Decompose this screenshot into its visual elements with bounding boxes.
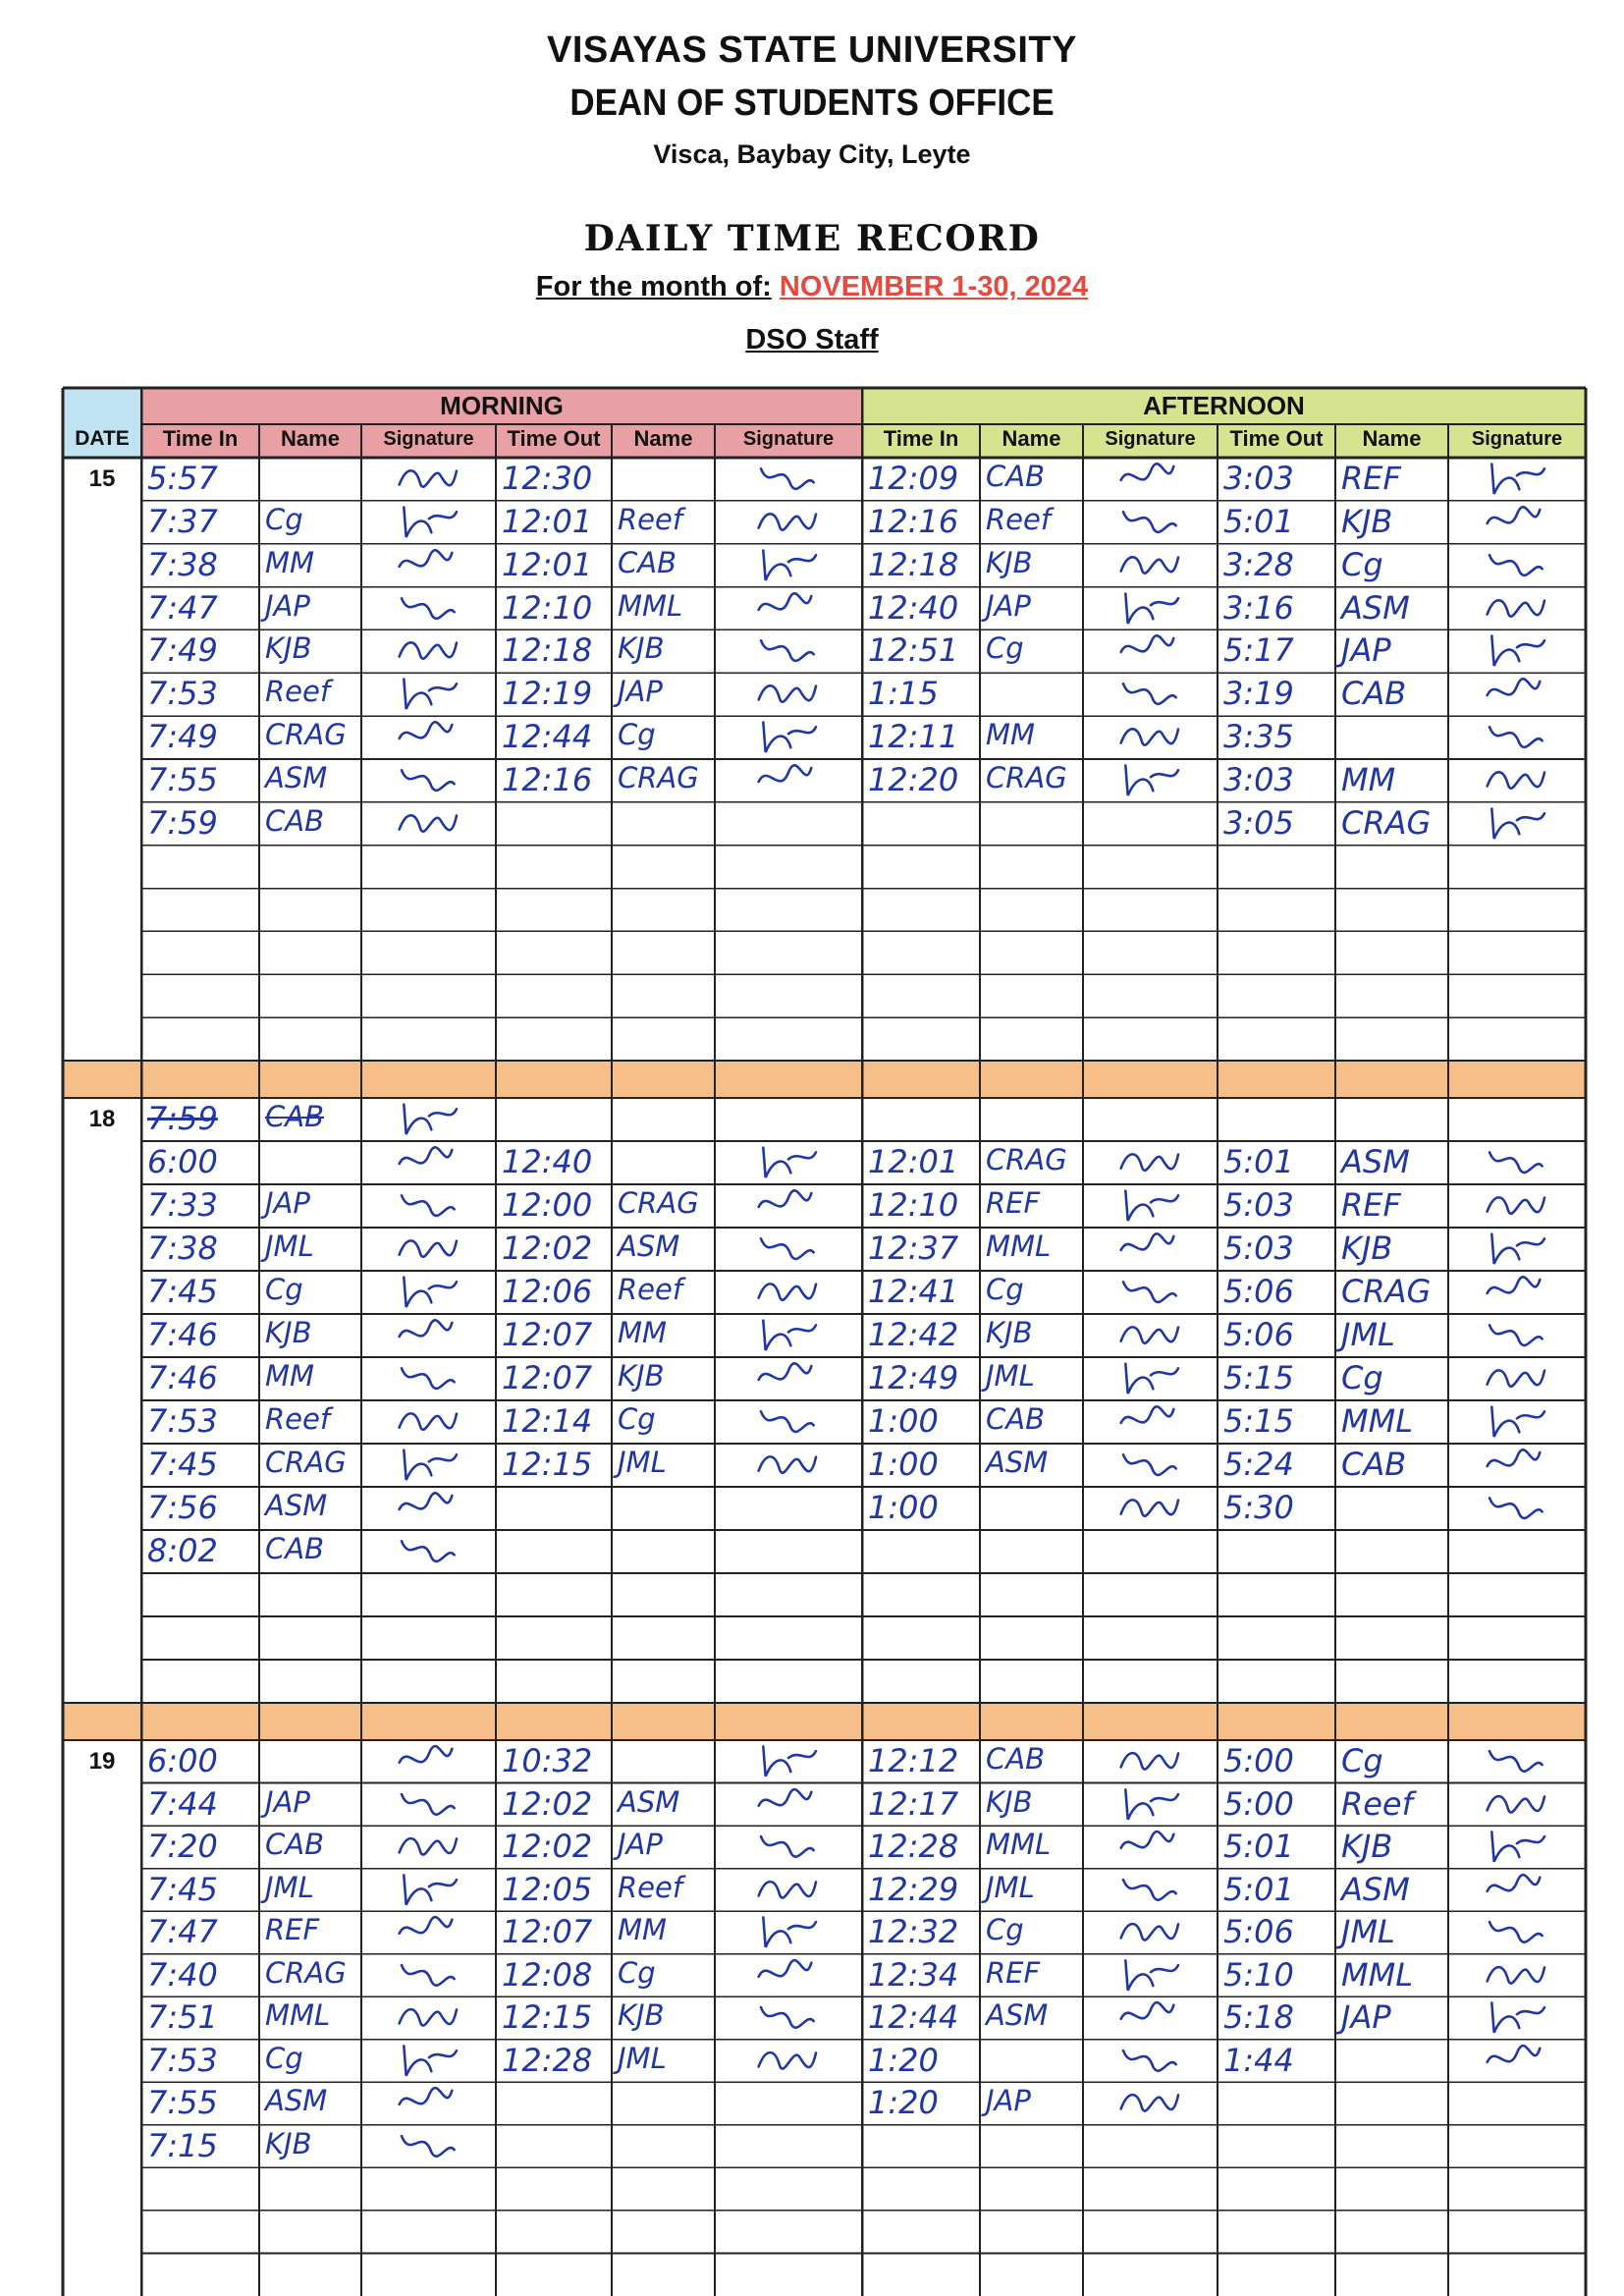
name-initials: KJB (265, 2126, 312, 2160)
time-entry: 7:40 (147, 1955, 218, 1994)
name-initials: JAP (986, 588, 1031, 623)
name-initials: JML (618, 1446, 667, 1479)
time-entry: 12:49 (868, 1359, 959, 1396)
name-initials: Cg (618, 1402, 656, 1436)
name-initials: MML (1341, 1402, 1414, 1440)
month-value: NOVEMBER 1-30, 2024 (779, 271, 1089, 302)
time-entry: 7:44 (147, 1784, 218, 1823)
time-entry: 5:00 (1223, 1784, 1294, 1823)
name-initials: KJB (618, 631, 665, 666)
time-entry: 12:44 (502, 718, 593, 756)
name-initials: ASM (265, 761, 328, 794)
name-initials: MM (1341, 761, 1396, 798)
name-initials: Reef (265, 1402, 331, 1436)
time-entry: 7:53 (147, 675, 218, 713)
name-initials: KJB (986, 1316, 1033, 1349)
time-entry: 7:59 (147, 1100, 218, 1137)
name-initials: KJB (1341, 1828, 1393, 1866)
name-initials: KJB (618, 1998, 665, 2033)
time-entry: 12:02 (502, 1828, 593, 1866)
name-initials: KJB (986, 545, 1033, 579)
name-initials: REF (986, 1186, 1041, 1220)
name-initials: JAP (265, 1784, 310, 1819)
column-header: Time In (162, 426, 239, 451)
time-entry: 12:05 (502, 1870, 593, 1908)
time-entry: 5:06 (1223, 1316, 1294, 1353)
time-entry: 7:55 (147, 761, 218, 798)
time-entry: 5:01 (1223, 1870, 1294, 1908)
name-initials: MM (265, 545, 315, 579)
time-entry: 12:12 (868, 1742, 959, 1779)
time-entry: 7:45 (147, 1870, 218, 1908)
time-entry: 3:19 (1223, 675, 1294, 713)
name-initials: KJB (1341, 1230, 1393, 1267)
section-date: 18 (88, 1106, 116, 1132)
time-entry: 7:47 (147, 1913, 218, 1951)
name-initials: MML (265, 1998, 331, 2033)
time-entry: 12:29 (868, 1870, 959, 1908)
office-name: DEAN OF STUDENTS OFFICE (569, 82, 1055, 124)
name-initials: Reef (618, 502, 683, 536)
name-initials: Cg (618, 718, 656, 752)
time-entry: 5:57 (147, 460, 218, 497)
time-entry: 7:49 (147, 631, 218, 670)
university-name: VISAYAS STATE UNIVERSITY (547, 29, 1077, 71)
time-entry: 5:06 (1223, 1273, 1294, 1310)
signature-mark (1483, 2036, 1551, 2089)
name-initials: Cg (986, 1273, 1024, 1306)
staff-label: DSO Staff (745, 324, 879, 355)
signature-mark (754, 1440, 823, 1493)
name-initials: CAB (265, 803, 324, 838)
signature-mark (1483, 1483, 1551, 1536)
name-initials: Reef (618, 1273, 683, 1306)
name-initials: KJB (265, 1316, 312, 1349)
time-entry: 7:53 (147, 2041, 218, 2079)
name-initials: ASM (265, 2084, 328, 2118)
time-entry: 12:30 (502, 460, 593, 497)
time-entry: 7:45 (147, 1273, 218, 1310)
time-entry: 7:49 (147, 718, 218, 756)
section-separator (63, 1061, 1586, 1098)
name-initials: JAP (986, 2084, 1031, 2118)
name-initials: CAB (265, 1532, 324, 1565)
time-entry: 3:03 (1223, 761, 1294, 798)
time-entry: 12:28 (868, 1828, 959, 1866)
name-initials: CAB (1341, 1446, 1407, 1483)
time-entry: 12:41 (868, 1273, 959, 1310)
signature-mark (1116, 755, 1185, 808)
name-initials: REF (1341, 1186, 1401, 1224)
time-entry: 12:40 (502, 1143, 593, 1180)
section-date: 15 (88, 465, 116, 492)
time-entry: 5:01 (1223, 1143, 1294, 1180)
time-entry: 3:16 (1223, 588, 1294, 627)
time-entry: 7:37 (147, 502, 218, 540)
name-initials: CAB (265, 1100, 324, 1133)
time-entry: 5:30 (1223, 1489, 1294, 1526)
name-initials: ASM (1341, 588, 1410, 627)
time-entry: 5:03 (1223, 1186, 1294, 1224)
column-header: Name (633, 426, 693, 451)
time-entry: 12:02 (502, 1784, 593, 1823)
time-entry: 12:40 (868, 588, 959, 627)
date-column-header: DATE (75, 427, 130, 450)
time-entry: 5:10 (1223, 1955, 1294, 1994)
column-header: Name (281, 426, 340, 451)
name-initials: MM (618, 1913, 668, 1947)
time-entry: 3:35 (1223, 718, 1294, 756)
time-entry: 12:01 (868, 1143, 959, 1180)
name-initials: ASM (986, 1998, 1049, 2033)
column-header: Name (1001, 426, 1061, 451)
time-entry: 1:15 (868, 675, 939, 713)
time-entry: 1:00 (868, 1489, 939, 1526)
column-header: Signature (1471, 428, 1563, 450)
time-entry: 12:16 (502, 761, 593, 798)
column-header: Signature (742, 428, 835, 450)
time-entry: 12:06 (502, 1273, 593, 1310)
name-initials: Cg (265, 2041, 303, 2075)
time-entry: 6:00 (147, 1742, 218, 1779)
time-entry: 5:17 (1223, 631, 1294, 670)
time-entry: 5:15 (1223, 1359, 1294, 1396)
column-header: Signature (1105, 428, 1196, 450)
name-initials: Reef (618, 1870, 683, 1904)
name-initials: JAP (265, 588, 310, 623)
time-entry: 12:32 (868, 1913, 959, 1951)
time-entry: 5:00 (1223, 1742, 1294, 1779)
time-entry: 12:11 (868, 718, 959, 756)
time-entry: 12:14 (502, 1402, 593, 1440)
name-initials: JML (265, 1230, 314, 1263)
name-initials: JML (1341, 1913, 1395, 1951)
time-entry: 12:15 (502, 1446, 593, 1483)
name-initials: ASM (618, 1230, 680, 1263)
name-initials: CRAG (618, 1186, 699, 1220)
time-entry: 12:18 (868, 545, 959, 583)
name-initials: CRAG (265, 1446, 347, 1479)
name-initials: Cg (986, 631, 1024, 666)
name-initials: JAP (618, 1828, 663, 1862)
time-entry: 1:00 (868, 1446, 939, 1483)
name-initials: MML (986, 1230, 1052, 1263)
time-entry: 7:59 (147, 803, 218, 842)
name-initials: ASM (265, 1489, 328, 1522)
time-entry: 7:53 (147, 1402, 218, 1440)
name-initials: MML (618, 588, 683, 623)
morning-header: MORNING (440, 391, 564, 420)
name-initials: CAB (1341, 675, 1407, 713)
name-initials: Cg (265, 502, 303, 536)
time-entry: 7:47 (147, 588, 218, 627)
time-entry: 12:19 (502, 675, 593, 713)
time-entry: 12:10 (868, 1186, 959, 1224)
name-initials: CRAG (618, 761, 699, 794)
name-initials: MM (986, 718, 1036, 752)
time-entry: 12:18 (502, 631, 593, 670)
name-initials: CRAG (1341, 1273, 1432, 1310)
time-entry: 7:56 (147, 1489, 218, 1526)
time-entry: 12:15 (502, 1998, 593, 2037)
name-initials: MML (986, 1828, 1052, 1862)
time-entry: 12:17 (868, 1784, 959, 1823)
time-entry: 5:15 (1223, 1402, 1294, 1440)
time-entry: 12:44 (868, 1998, 959, 2037)
name-initials: JML (986, 1359, 1035, 1393)
name-initials: JML (618, 2041, 667, 2075)
time-entry: 12:51 (868, 631, 959, 670)
time-entry: 12:09 (868, 460, 959, 497)
time-entry: 12:02 (502, 1230, 593, 1267)
signature-mark (395, 2121, 463, 2174)
time-entry: 1:20 (868, 2084, 939, 2122)
name-initials: JML (986, 1870, 1035, 1904)
time-entry: 12:10 (502, 588, 593, 627)
time-entry: 6:00 (147, 1143, 218, 1180)
time-entry: 12:20 (868, 761, 959, 798)
name-initials: JAP (1341, 1998, 1391, 2037)
name-initials: KJB (618, 1359, 665, 1393)
name-initials: ASM (1341, 1143, 1410, 1180)
name-initials: KJB (986, 1784, 1033, 1819)
office-address: Visca, Baybay City, Leyte (653, 139, 971, 169)
name-initials: JAP (1341, 631, 1391, 670)
name-initials: JML (265, 1870, 314, 1904)
signature-mark (754, 755, 823, 808)
name-initials: Cg (1341, 1359, 1383, 1396)
time-entry: 5:24 (1223, 1446, 1294, 1483)
time-entry: 12:16 (868, 502, 959, 540)
name-initials: CAB (986, 460, 1045, 493)
name-initials: Cg (1341, 545, 1383, 583)
time-entry: 12:37 (868, 1230, 959, 1267)
time-entry: 7:46 (147, 1316, 218, 1353)
time-entry: 1:44 (1223, 2041, 1294, 2079)
time-entry: 8:02 (147, 1532, 218, 1569)
name-initials: KJB (1341, 502, 1393, 540)
name-initials: JAP (265, 1186, 310, 1220)
name-initials: Cg (1341, 1742, 1383, 1779)
section-date: 19 (88, 1748, 116, 1775)
name-initials: Cg (265, 1273, 303, 1306)
time-entry: 5:01 (1223, 1828, 1294, 1866)
time-entry: 5:06 (1223, 1913, 1294, 1951)
time-entry: 5:18 (1223, 1998, 1294, 2037)
name-initials: MM (265, 1359, 315, 1393)
name-initials: ASM (986, 1446, 1049, 1479)
column-header: Time In (883, 426, 959, 451)
column-header: Time Out (507, 426, 601, 451)
time-entry: 1:00 (868, 1402, 939, 1440)
name-initials: CAB (618, 545, 677, 579)
time-entry: 12:07 (502, 1359, 593, 1396)
column-header: Signature (383, 428, 474, 450)
afternoon-header: AFTERNOON (1143, 391, 1305, 420)
time-entry: 5:03 (1223, 1230, 1294, 1267)
time-entry: 12:07 (502, 1913, 593, 1951)
name-initials: Reef (265, 675, 331, 709)
name-initials: CAB (986, 1402, 1045, 1436)
time-entry: 1:20 (868, 2041, 939, 2079)
time-entry: 12:34 (868, 1955, 959, 1994)
time-entry: 7:38 (147, 1230, 218, 1267)
time-entry: 7:20 (147, 1828, 218, 1866)
column-header: Time Out (1229, 426, 1324, 451)
time-entry: 7:46 (147, 1359, 218, 1396)
time-entry: 3:03 (1223, 460, 1294, 497)
signature-mark (754, 2036, 823, 2089)
name-initials: CAB (986, 1742, 1045, 1776)
name-initials: CRAG (265, 718, 347, 752)
name-initials: CRAG (265, 1955, 347, 1990)
signature-mark (395, 798, 463, 851)
name-initials: Cg (618, 1955, 656, 1990)
name-initials: REF (986, 1955, 1041, 1990)
name-initials: Cg (986, 1913, 1024, 1947)
month-label: For the month of: (535, 271, 772, 302)
name-initials: MM (618, 1316, 668, 1349)
time-entry: 7:33 (147, 1186, 218, 1224)
time-entry: 12:42 (868, 1316, 959, 1353)
time-entry: 5:01 (1223, 502, 1294, 540)
time-entry: 12:08 (502, 1955, 593, 1994)
time-entry: 3:28 (1223, 545, 1294, 583)
time-entry: 7:45 (147, 1446, 218, 1483)
name-initials: MML (1341, 1955, 1414, 1994)
signature-mark (1116, 2078, 1185, 2131)
name-initials: JAP (618, 675, 663, 709)
name-initials: REF (265, 1913, 320, 1947)
signature-mark (1116, 1483, 1185, 1536)
signature-mark (395, 1526, 463, 1579)
name-initials: Reef (1341, 1784, 1413, 1823)
column-header: Name (1362, 426, 1422, 451)
time-entry: 12:28 (502, 2041, 593, 2079)
name-initials: CRAG (986, 761, 1067, 794)
name-initials: CRAG (986, 1143, 1067, 1176)
form-title: DAILY TIME RECORD (583, 218, 1041, 259)
time-entry: 12:07 (502, 1316, 593, 1353)
time-entry: 7:55 (147, 2084, 218, 2122)
time-entry: 7:15 (147, 2126, 218, 2164)
name-initials: CAB (265, 1828, 324, 1862)
time-entry: 3:05 (1223, 803, 1294, 842)
name-initials: REF (1341, 460, 1401, 497)
time-entry: 7:51 (147, 1998, 218, 2037)
time-entry: 7:38 (147, 545, 218, 583)
time-entry: 12:01 (502, 502, 593, 540)
name-initials: JML (1341, 1316, 1395, 1353)
time-entry: 10:32 (502, 1742, 593, 1779)
name-initials: Reef (986, 502, 1052, 536)
time-entry: 12:01 (502, 545, 593, 583)
time-entry: 12:00 (502, 1186, 593, 1224)
name-initials: ASM (1341, 1870, 1410, 1908)
name-initials: KJB (265, 631, 312, 666)
name-initials: CRAG (1341, 803, 1432, 842)
signature-mark (1483, 798, 1551, 851)
name-initials: ASM (618, 1784, 680, 1819)
section-separator (63, 1703, 1586, 1740)
